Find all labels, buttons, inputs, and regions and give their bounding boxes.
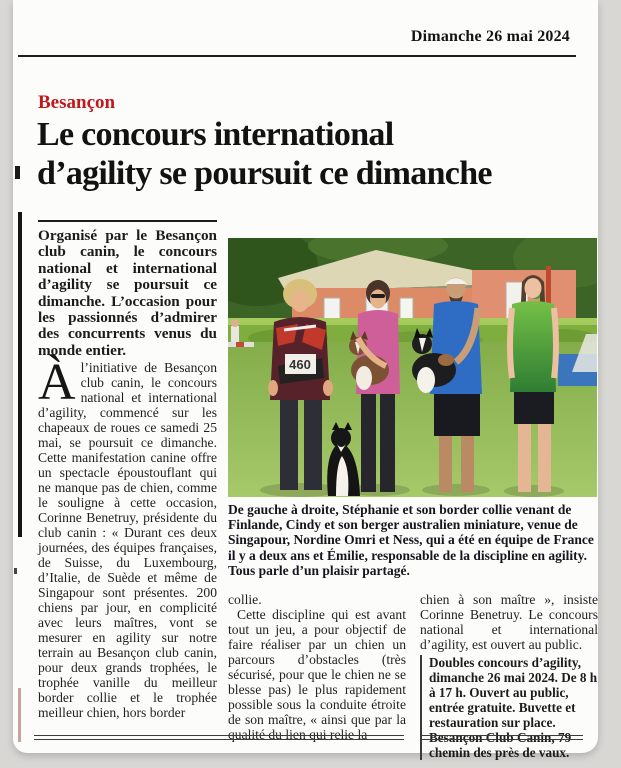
body-column-middle-p2: Cette discipline qui est avant tout un jeu, a pour objectif de faire réaliser par un chien un parcours d’obstacles (très sécurisé, pour que le chien ne se blesse pas) le plus rapidement possible sous la conduite étroite de son maître, « ainsi que par la qualité du lien qui relie la xyxy=(228,607,406,742)
dateline: Dimanche 26 mai 2024 xyxy=(410,28,570,45)
top-rule xyxy=(18,55,576,57)
left-edge-column-rule xyxy=(18,212,22,537)
body-column-left xyxy=(38,354,217,720)
practical-info-box: Doubles concours d’agility, dimanche 26 mai 2024. De 8 h à 17 h. Ouvert au public, entrée gratuite. Buvette et restauration sur place. Besançon Club Canin, 79 chemin des près de vaux. xyxy=(420,655,598,760)
left-edge-dot xyxy=(14,568,17,574)
article-photo xyxy=(228,238,597,497)
left-edge-tick xyxy=(15,166,20,179)
headline-line-2: d’agility se poursuit ce dimanche xyxy=(37,155,492,192)
body-column-middle-p1: collie. xyxy=(228,592,262,607)
drop-cap: À xyxy=(38,354,76,411)
body-column-middle xyxy=(228,592,406,742)
svg-text:460: 460 xyxy=(289,357,311,372)
section-kicker: Besançon xyxy=(38,92,116,113)
end-rule-right xyxy=(420,735,583,740)
body-column-right-p1: chien à son maître », insiste Corinne Benetruy. Le concours national et international d’agility, est ouvert au public. xyxy=(420,592,598,652)
headline-line-1: Le concours international xyxy=(37,116,394,153)
article-lede: Organisé par le Besançon club canin, le concours national et international d’agility se poursuit ce dimanche. L’occasion pour les passionnés d’admirer des concurrents venus du monde entier. xyxy=(38,220,217,359)
left-edge-red-mark xyxy=(18,688,21,742)
body-column-left-text: l’initiative de Besançon club canin, le concours national et international d’agility, commencé sur les chapeaux de roues ce samedi 25 mai, se poursuit ce dimanche. Cette manifestation canine offre un spectacle époustouflant qui ne manque pas de chien, comme le souligne à cette occasion, Corinne Benetruy, présidente du club canin : « Durant ces deux journées, des équipes françaises, de Suisse, du Luxembourg, d’Italie, de Suède et même de Singapour sont présentes. 200 chiens par jour, en complicité avec leurs maîtres, vont se mesurer en agility sur notre terrain au Besançon club canin, pour deux grands trophées, le trophée vanille du meilleur border collie et le trophée meilleur chien, hors border xyxy=(38,360,217,720)
photo-caption: De gauche à droite, Stéphanie et son border collie venant de Finlande, Cindy et son berger australien miniature, venue de Singapour, Nordine Omri et Ness, qui a été en équipe de France il y a deux ans et Émilie, responsable de la discipline en agility. Tous parle d’un plaisir partagé. xyxy=(228,502,594,578)
article-headline xyxy=(37,115,584,193)
newspaper-page xyxy=(13,0,598,760)
end-rule-left xyxy=(34,735,404,740)
